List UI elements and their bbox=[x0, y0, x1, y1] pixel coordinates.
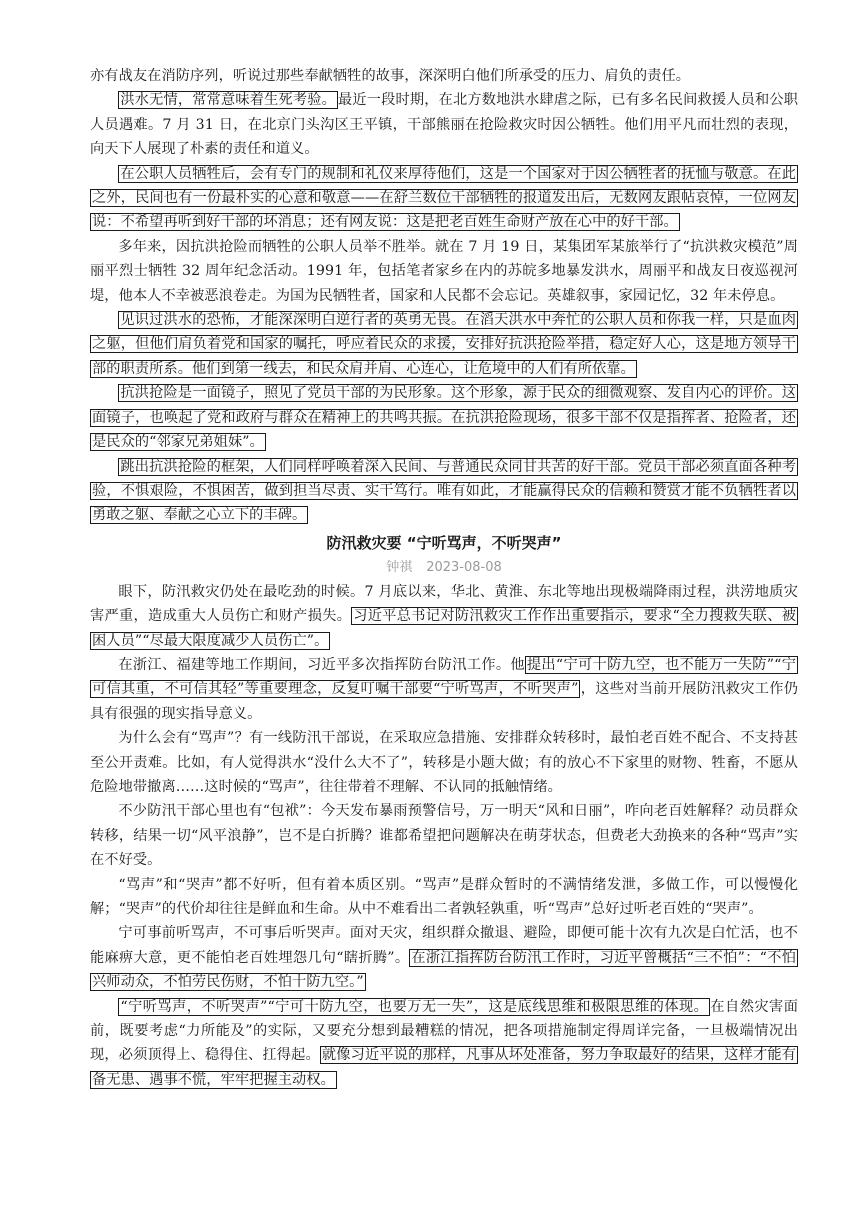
paragraph: 亦有战友在消防序列，听说过那些奉献牺牲的故事，深深明白他们所承受的压力、肩负的责任。 bbox=[90, 68, 691, 84]
highlighted-sentence: 提出“宁可十防九空，也不能万一失防”“宁可信其重，不可信其轻”等重要理念，反复叮嘱干部要“宁听骂声，不听哭声” bbox=[92, 656, 796, 698]
paragraph bbox=[90, 580, 798, 653]
text-run: 眼下，防汛救灾仍处在最吃劲的时候。7 月底以来，华北、黄淮、东北等地出现极端降雨过程，洪涝地质灾害严重，造成重大人员伤亡和财产损失。 bbox=[90, 583, 798, 625]
highlighted-sentence: 跳出抗洪抢险的框架，人们同样呼唤着深入民间、与普通民众同甘共苦的好干部。党员干部必须直面各种考验，不惧艰险，不惧困苦，做到担当尽责、实干笃行。唯有如此，才能赢得民众的信赖和赞赏才能不负牺牲者以勇敢之躯、奉献之心立下的丰碑。 bbox=[92, 458, 796, 524]
paragraph bbox=[90, 653, 798, 726]
paragraph: 多年来，因抗洪抢险而牺牲的公职人员举不胜举。就在 7 月 19 日，某集团军某旅举行了“抗洪救灾模范”周丽平烈士牺牲 32 周年纪念活动。1991 年，包括笔者家乡在内的苏皖多地暴发洪水，周丽平和战友日夜巡视河堤，他本人不幸被恶浪卷走。为国为民牺牲者，国家和人民都不会忘记。英雄叙事，家园记忆，32 年未停息。 bbox=[90, 238, 798, 304]
paragraph bbox=[90, 88, 798, 161]
text-run: 宁可事前听骂声，不可事后听哭声。面对天灾，组织群众撤退、避险，即便可能十次有九次是白忙活，也不能麻痹大意，更不能怕老百姓埋怨几句“瞎折腾”。 bbox=[90, 925, 798, 966]
paragraph bbox=[90, 381, 798, 454]
highlighted-sentence: 习近平总书记对防汛救灾工作作出重要指示，要求“全力搜救失联、被困人员”“尽最大限度减少人员伤亡”。 bbox=[92, 608, 796, 649]
publish-date: 2023-08-08 bbox=[426, 559, 502, 575]
byline bbox=[90, 556, 798, 580]
paragraph: 不少防汛干部心里也有“包袱”：今天发布暴雨预警信号，万一明天“风和日丽”，咋向老百姓解释？动员群众转移，结果一切“风平浪静”，岂不是白折腾？谁都希望把问题解决在萌芽状态，但费老大劲换来的各种“骂声”实在不好受。 bbox=[90, 803, 798, 869]
document-page bbox=[90, 64, 798, 1092]
text-run: 在自然灾害面前，既要考虑“力所能及”的实际，又要充分想到最糟糕的情况，把各项措施制定得周详完备，一旦极端情况出现，必须顶得上、稳得住、扛得起。 bbox=[90, 998, 798, 1064]
highlighted-sentence: 就像习近平说的那样，凡事从坏处准备，努力争取最好的结果，这样才能有备无患、遇事不慌，牢牢把握主动权。 bbox=[92, 1047, 796, 1088]
text-run: 在浙江、福建等地工作期间，习近平多次指挥防台防汛工作。他 bbox=[118, 656, 525, 673]
highlighted-sentence: “宁听骂声，不听哭声”“宁可十防九空，也要万无一失”，这是底线思维和极限思维的体现。 bbox=[120, 998, 709, 1015]
highlighted-sentence: 见识过洪水的恐怖，才能深深明白逆行者的英勇无畏。在滔天洪水中奔忙的公职人员和你我一样，只是血肉之躯，但他们肩负着党和国家的嘱托，呼应着民众的求援，安排好抗洪抢险举措，稳定好人心，这是地方领导干部的职责所系。他们到第一线去，和民众肩并肩、心连心，让危境中的人们有所依靠。 bbox=[92, 312, 796, 377]
article-title: 防汛救灾要 “宁听骂声，不听哭声” bbox=[326, 533, 562, 552]
highlighted-sentence: 洪水无情，常常意味着生死考验。 bbox=[120, 92, 337, 109]
text-run: 最近一段时期，在北方数地洪水肆虐之际，已有多名民间救援人员和公职人员遇难。7 月 31 日，在北京门头沟区王平镇，干部熊丽在抢险救灾时因公牺牲。他们用平凡而壮烈的表现，向天下人展现了朴素的责任和道义。 bbox=[90, 92, 798, 158]
paragraph: “骂声”和“哭声”都不好听，但有着本质区别。“骂声”是群众暂时的不满情绪发泄，多做工作，可以慢慢化解；“哭声”的代价却往往是鲜血和生命。从中不难看出二者孰轻孰重，听“骂声”总好过听老百姓的“哭声”。 bbox=[90, 876, 798, 917]
paragraph bbox=[90, 308, 798, 381]
paragraph bbox=[90, 995, 798, 1093]
highlighted-sentence: 抗洪抢险是一面镜子，照见了党员干部的为民形象。这个形象，源于民众的细微观察、发自内心的评价。这面镜子，也唤起了党和政府与群众在精神上的共鸣共振。在抗洪抢险现场，很多干部不仅是指挥者、抢险者，还是民众的“邻家兄弟姐妹”。 bbox=[92, 385, 796, 451]
text-run: ，这些对当前开展防汛救灾工作仍具有很强的现实指导意义。 bbox=[90, 681, 798, 722]
paragraph bbox=[90, 921, 798, 994]
paragraph: 为什么会有“骂声”？有一线防汛干部说，在采取应急措施、安排群众转移时，最怕老百姓不配合、不支持甚至公开责难。比如，有人觉得洪水“没什么大不了”，转移是小题大做；有的放心不下家里的财物、牲畜，不愿从危险地带撤离……这时候的“骂声”，往往带着不理解、不认同的抵触情绪。 bbox=[90, 730, 798, 795]
paragraph bbox=[90, 455, 798, 528]
paragraph bbox=[90, 162, 798, 235]
highlighted-sentence: 在浙江指挥防台防汛工作时，习近平曾概括“三不怕”：“不怕兴师动众，不怕劳民伤财，不怕十防九空。” bbox=[92, 949, 797, 991]
highlighted-sentence: 在公职人员牺牲后，会有专门的规制和礼仪来厚待他们，这是一个国家对于因公牺牲者的抚恤与敬意。在此之外，民间也有一份最朴实的心意和敬意——在舒兰数位干部牺牲的报道发出后，无数网友跟帖哀悼，一位网友说：不希望再听到好干部的坏消息；还有网友说：这是把老百姓生命财产放在心中的好干部。 bbox=[92, 165, 796, 231]
author: 钟祺 bbox=[386, 559, 413, 575]
